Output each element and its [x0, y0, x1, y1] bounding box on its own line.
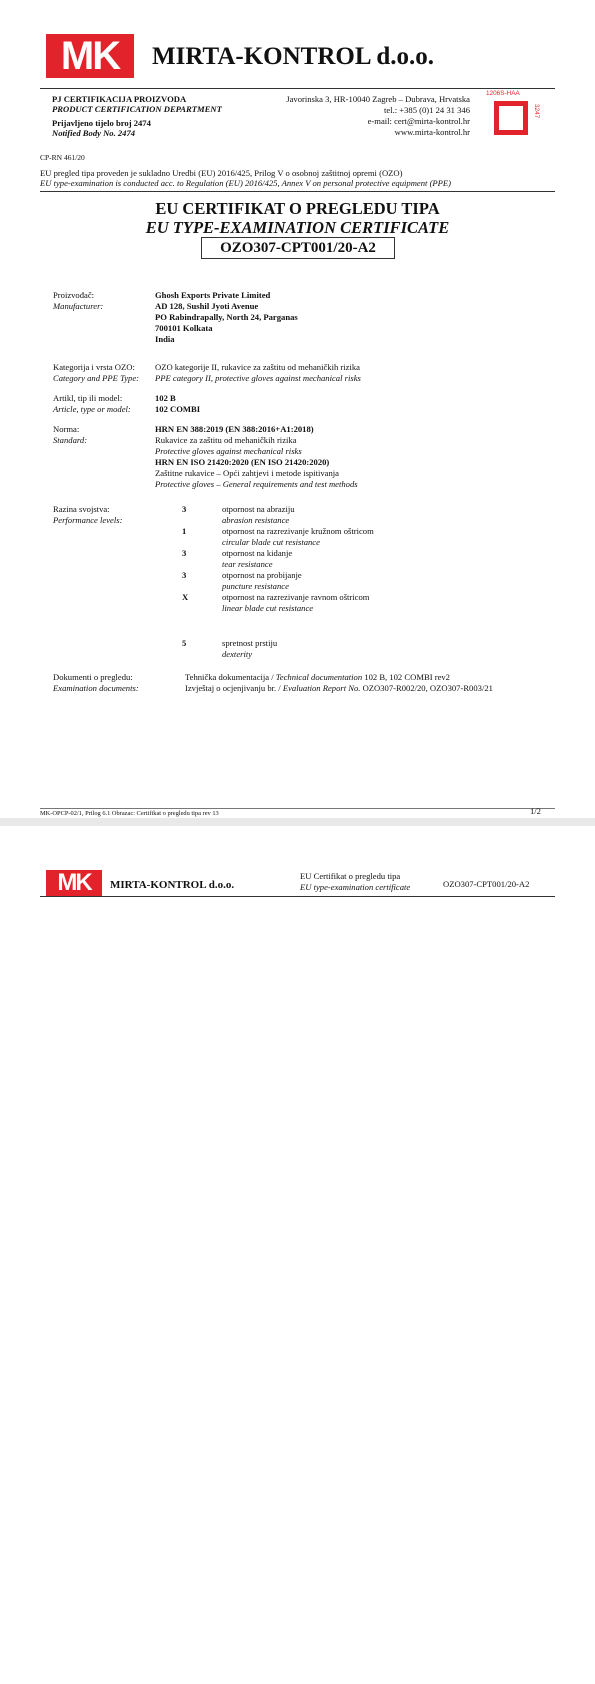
manufacturer-label-en: Manufacturer: — [53, 301, 104, 311]
performance-label: Razina svojstva: — [53, 504, 110, 514]
notified-body-en: Notified Body No. 2474 — [52, 128, 136, 138]
company-name-small: MIRTA-KONTROL d.o.o. — [110, 879, 235, 891]
perf-name-en: dexterity — [222, 649, 253, 659]
article-value-2: 102 COMBI — [155, 404, 201, 414]
accreditation-icon — [494, 101, 528, 135]
perf-level: 3 — [182, 504, 187, 514]
perf-name: otpornost na razrezivanje ravnom oštricom — [222, 592, 370, 602]
article-label-en: Article, type or model: — [53, 404, 131, 414]
standard-2-hr: Zaštitne rukavice – Opći zahtjevi i metode ispitivanja — [155, 468, 339, 478]
title-hr: EU CERTIFIKAT O PREGLEDU TIPA — [155, 199, 440, 218]
standard-label: Norma: — [53, 424, 80, 434]
accreditation-mark: 1206S-HAA 3247 — [486, 90, 542, 144]
docs-line-1: Tehnička dokumentacija / Technical documentation 102 B, 102 COMBI rev2 — [185, 672, 450, 682]
perf-level: 1 — [182, 526, 187, 536]
mk-logo-small: MK — [46, 870, 102, 896]
perf-name-en: tear resistance — [222, 559, 273, 569]
article-label: Artikl, tip ili model: — [53, 393, 123, 403]
ref-number: CP-RN 461/20 — [40, 153, 85, 162]
header-title-hr: EU Certifikat o pregledu tipa — [300, 871, 401, 881]
header-cert-no: OZO307-CPT001/20-A2 — [443, 879, 530, 889]
page-number-1: 1/2 — [530, 806, 541, 816]
perf-level: X — [182, 592, 189, 602]
perf-level: 3 — [182, 548, 187, 558]
website: www.mirta-kontrol.hr — [394, 127, 470, 137]
email: e-mail: cert@mirta-kontrol.hr — [367, 116, 470, 126]
manufacturer-city: 700101 Kolkata — [155, 323, 213, 333]
perf-name-en: puncture resistance — [222, 581, 289, 591]
article-value-1: 102 B — [155, 393, 176, 403]
category-label-en: Category and PPE Type: — [53, 373, 139, 383]
standard-1-en: Protective gloves against mechanical risks — [155, 446, 302, 456]
dept-en: PRODUCT CERTIFICATION DEPARTMENT — [52, 104, 222, 114]
perf-name: otpornost na kidanje — [222, 548, 293, 558]
standard-1: HRN EN 388:2019 (EN 388:2016+A1:2018) — [155, 424, 314, 434]
certificate-page-1 — [0, 0, 595, 818]
intro-en: EU type-examination is conducted acc. to Regulation (EU) 2016/425, Annex V on personal protective equipment (PPE) — [40, 178, 452, 188]
perf-name: otpornost na razrezivanje kružnom oštricom — [222, 526, 374, 536]
footer-form-1: MK-OPCP-02/1, Prilog 6.1 Obrazac: Certifikat o pregledu tipa rev 13 — [40, 810, 219, 817]
manufacturer-label: Proizvođač: — [53, 290, 95, 300]
manufacturer-address-1: AD 128, Sushil Jyoti Avenue — [155, 301, 259, 311]
tel: tel.: +385 (0)1 24 31 346 — [383, 105, 470, 115]
notified-body-hr: Prijavljeno tijelo broj 2474 — [52, 118, 151, 128]
intro-hr: EU pregled tipa proveden je sukladno Uredbi (EU) 2016/425, Prilog V o osobnoj zaštitnoj opremi (OZO) — [40, 168, 403, 178]
docs-label-en: Examination documents: — [53, 683, 139, 693]
docs-line-2: Izvještaj o ocjenjivanju br. / Evaluation Report No. OZO307-R002/20, OZO307-R003/21 — [185, 683, 493, 693]
header-title-en: EU type-examination certificate — [300, 882, 411, 892]
category-label: Kategorija i vrsta OZO: — [53, 362, 135, 372]
manufacturer-address-2: PO Rabindrapally, North 24, Parganas — [155, 312, 298, 322]
standard-2: HRN EN ISO 21420:2020 (EN ISO 21420:2020) — [155, 457, 330, 467]
docs-label: Dokumenti o pregledu: — [53, 672, 133, 682]
perf-level: 5 — [182, 638, 187, 648]
standard-2-en: Protective gloves – General requirements and test methods — [155, 479, 358, 489]
company-name: MIRTA-KONTROL d.o.o. — [152, 43, 435, 70]
perf-name: otpornost na probijanje — [222, 570, 302, 580]
perf-name-en: abrasion resistance — [222, 515, 290, 525]
category-value-en: PPE category II, protective gloves against mechanical risks — [155, 373, 361, 383]
perf-level: 3 — [182, 570, 187, 580]
category-value: OZO kategorije II, rukavice za zaštitu od mehaničkih rizika — [155, 362, 360, 372]
standard-1-hr: Rukavice za zaštitu od mehaničkih rizika — [155, 435, 297, 445]
manufacturer-name: Ghosh Exports Private Limited — [155, 290, 271, 300]
mk-logo: MK — [46, 34, 134, 78]
certificate-number: OZO307-CPT001/20-A2 — [201, 237, 395, 259]
certificate-page-2 — [0, 826, 595, 1684]
address: Javorinska 3, HR-10040 Zagreb – Dubrava, Hrvatska — [286, 94, 470, 104]
perf-name: otpornost na abraziju — [222, 504, 295, 514]
title-en: EU TYPE-EXAMINATION CERTIFICATE — [145, 218, 450, 237]
manufacturer-country: India — [155, 334, 175, 344]
standard-label-en: Standard: — [53, 435, 88, 445]
performance-label-en: Performance levels: — [53, 515, 123, 525]
perf-name-en: circular blade cut resistance — [222, 537, 320, 547]
dept-hr: PJ CERTIFIKACIJA PROIZVODA — [52, 94, 187, 104]
perf-name: spretnost prstiju — [222, 638, 278, 648]
perf-name-en: linear blade cut resistance — [222, 603, 314, 613]
